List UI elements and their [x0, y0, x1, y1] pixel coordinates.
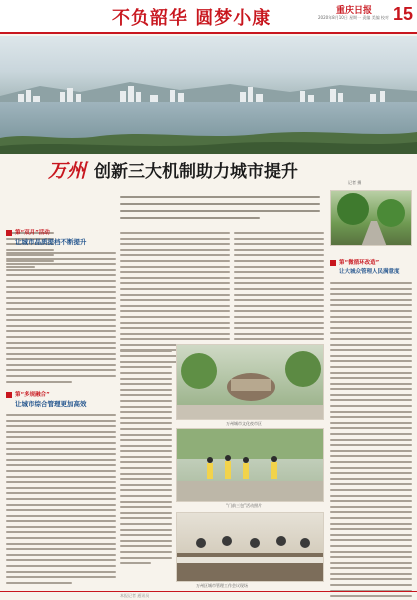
footer-note: 本报记者 通讯员: [120, 593, 150, 598]
section-tag: [6, 230, 12, 236]
photo-credit: 记者 摄: [348, 180, 362, 185]
photo3-caption: 万州区城市管理工作会议现场: [196, 583, 248, 588]
article-column-1-body: [6, 252, 116, 386]
photo2-caption: “门前三包”活动照片: [226, 503, 263, 508]
section-title: 让城市综合管理更加高效: [15, 400, 87, 408]
article-column-mid-3: [120, 344, 172, 568]
street-activity-photo: [176, 428, 324, 502]
main-headline: [48, 156, 298, 183]
section-kicker: 第“多规融合”: [15, 392, 50, 398]
city-plaza-photo: [176, 344, 324, 420]
headline-city: 万州: [48, 160, 87, 182]
section-kicker: 第“微循环改造”: [339, 260, 380, 266]
section-head-1: [6, 228, 116, 248]
hero-photo: [0, 36, 417, 154]
section-title: 让大城众管理人民满意度: [339, 269, 400, 275]
page-number: 15: [393, 4, 414, 24]
meeting-photo: [176, 512, 324, 582]
photo1-caption: 万州城市文化夜市区: [226, 421, 262, 426]
newspaper-name: 重庆日报: [336, 6, 373, 16]
street-trees-photo: [330, 190, 412, 246]
section-kicker: 第“双月”活动: [15, 230, 50, 236]
issue-info: 2020年8月10日 星期一 责编 美编 校对: [318, 15, 389, 20]
masthead: [0, 0, 417, 34]
page-footer: [0, 591, 417, 600]
lead-paragraph: [120, 196, 320, 226]
section-head-2: [6, 390, 116, 410]
page-slogan: 不负韶华 圆梦小康: [112, 8, 272, 29]
article-column-2-body: [6, 414, 116, 587]
section-tag: [330, 260, 336, 266]
foreground-trees: [0, 128, 417, 154]
section-head-3: [330, 258, 416, 278]
section-tag: [6, 392, 12, 398]
section-title: 让城市品质提档不断提升: [15, 238, 87, 246]
headline-text: 创新三大机制助力城市提升: [94, 162, 299, 182]
article-column-right: [330, 282, 412, 600]
